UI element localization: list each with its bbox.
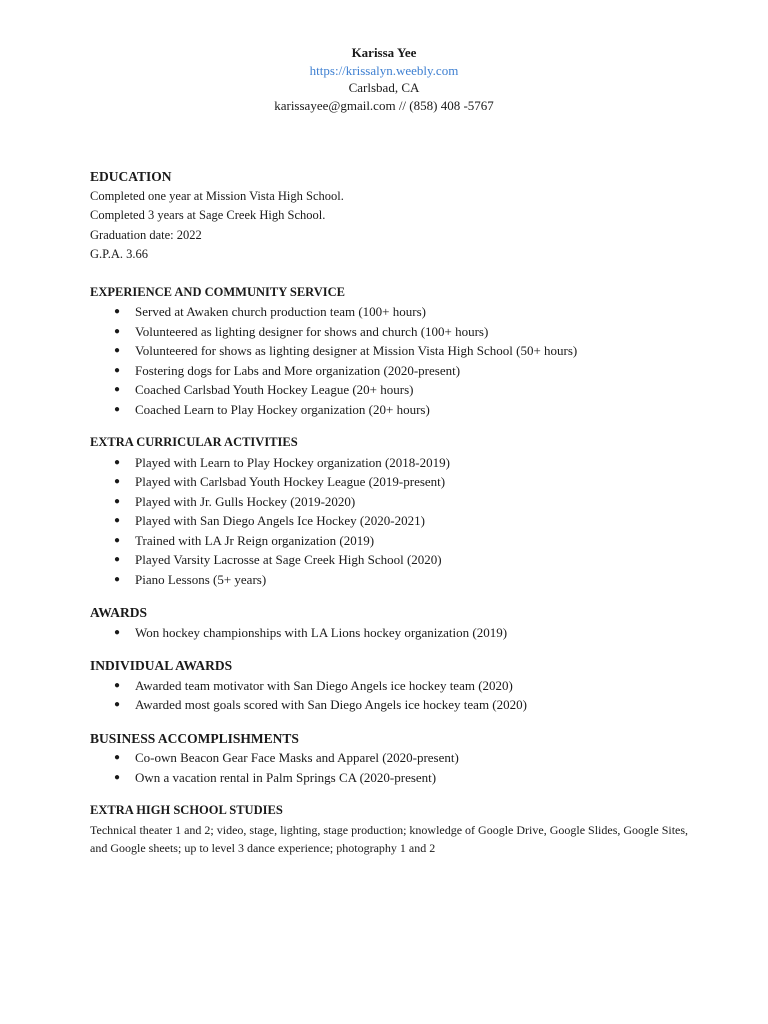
- list-item: ● Served at Awaken church production team (100+ hours): [90, 302, 690, 322]
- education-line: Graduation date: 2022: [90, 227, 202, 242]
- bullet-icon: ●: [114, 495, 121, 507]
- education-section: [90, 167, 690, 265]
- business-section: [90, 729, 690, 788]
- education-line: G.P.A. 3.66: [90, 247, 148, 261]
- bullet-icon: ●: [114, 364, 121, 376]
- list-item: ● Volunteered as lighting designer for shows and church (100+ hours): [90, 322, 690, 342]
- bullet-icon: ●: [114, 534, 121, 546]
- bullet-icon: ●: [114, 456, 121, 468]
- resume-body: [90, 167, 690, 871]
- bullet-icon: ●: [114, 573, 121, 585]
- bullet-icon: ●: [114, 752, 121, 763]
- individual-awards-heading: INDIVIDUAL AWARDS: [90, 658, 233, 673]
- awards-heading: AWARDS: [90, 605, 148, 620]
- activities-section: [90, 433, 690, 589]
- list-item: ● Played Varsity Lacrosse at Sage Creek High School (2020): [90, 550, 690, 570]
- list-item: ● Played with Learn to Play Hockey organization (2018-2019): [90, 453, 690, 473]
- education-heading: EDUCATION: [90, 169, 172, 184]
- website-link[interactable]: https://krissalyn.weebly.com: [309, 62, 459, 78]
- bullet-icon: ●: [114, 554, 121, 565]
- studies-heading: EXTRA HIGH SCHOOL STUDIES: [90, 803, 283, 817]
- activities-list: [90, 453, 690, 590]
- contact-text: karissayee@gmail.com // (858) 408 -5767: [274, 97, 494, 113]
- bullet-icon: ●: [114, 515, 121, 526]
- list-item: ● Coached Learn to Play Hockey organization (20+ hours): [90, 400, 690, 420]
- list-item: ● Awarded most goals scored with San Diego Angels ice hockey team (2020): [90, 695, 690, 715]
- activities-heading: EXTRA CURRICULAR ACTIVITIES: [90, 435, 298, 449]
- list-item: ● Won hockey championships with LA Lions hockey organization (2019): [90, 623, 690, 643]
- experience-heading: EXPERIENCE AND COMMUNITY SERVICE: [90, 284, 346, 299]
- bullet-icon: ●: [114, 403, 121, 415]
- business-heading: BUSINESS ACCOMPLISHMENTS: [90, 730, 299, 746]
- awards-list: [90, 623, 690, 643]
- education-line: Completed 3 years at Sage Creek High School.: [90, 208, 326, 222]
- bullet-icon: ●: [114, 345, 121, 356]
- studies-section: [90, 801, 690, 857]
- bullet-icon: ●: [114, 626, 121, 638]
- bullet-icon: ●: [114, 699, 121, 710]
- studies-text: Technical theater 1 and 2; video, stage, lighting, stage production; knowledge of Google Drive, Google Slides, Google Sites, and Google sheets; up to level 3 dance experience; photography 1 and 2: [90, 822, 689, 855]
- awards-section: [90, 603, 690, 642]
- list-item: ● Coached Carlsbad Youth Hockey League (20+ hours): [90, 380, 690, 400]
- bullet-icon: ●: [114, 306, 121, 317]
- list-item: ● Piano Lessons (5+ years): [90, 570, 690, 590]
- business-list: [90, 748, 690, 787]
- list-item: ● Volunteered for shows as lighting designer at Mission Vista High School (50+ hours): [90, 341, 690, 361]
- bullet-icon: ●: [114, 384, 121, 395]
- bullet-icon: ●: [114, 679, 121, 691]
- individual-awards-list: [90, 676, 690, 715]
- resume-header: [0, 44, 768, 114]
- bullet-icon: ●: [114, 771, 121, 783]
- bullet-icon: ●: [114, 476, 121, 487]
- location-text: Carlsbad, CA: [348, 80, 420, 95]
- education-line: Completed one year at Mission Vista High School.: [90, 188, 344, 203]
- experience-list: [90, 302, 690, 419]
- list-item: ● Fostering dogs for Labs and More organization (2020-present): [90, 361, 690, 381]
- list-item: ● Awarded team motivator with San Diego Angels ice hockey team (2020): [90, 676, 690, 696]
- experience-section: [90, 283, 690, 420]
- list-item: ● Played with Carlsbad Youth Hockey League (2019-present): [90, 472, 690, 492]
- individual-awards-section: [90, 656, 690, 715]
- bullet-icon: ●: [114, 325, 121, 337]
- list-item: ● Played with Jr. Gulls Hockey (2019-2020): [90, 492, 690, 512]
- list-item: ● Played with San Diego Angels Ice Hockey (2020-2021): [90, 511, 690, 531]
- list-item: ● Trained with LA Jr Reign organization (2019): [90, 531, 690, 551]
- candidate-name: Karissa Yee: [351, 45, 417, 60]
- list-item: ● Co-own Beacon Gear Face Masks and Apparel (2020-present): [90, 748, 690, 768]
- list-item: ● Own a vacation rental in Palm Springs CA (2020-present): [90, 768, 690, 788]
